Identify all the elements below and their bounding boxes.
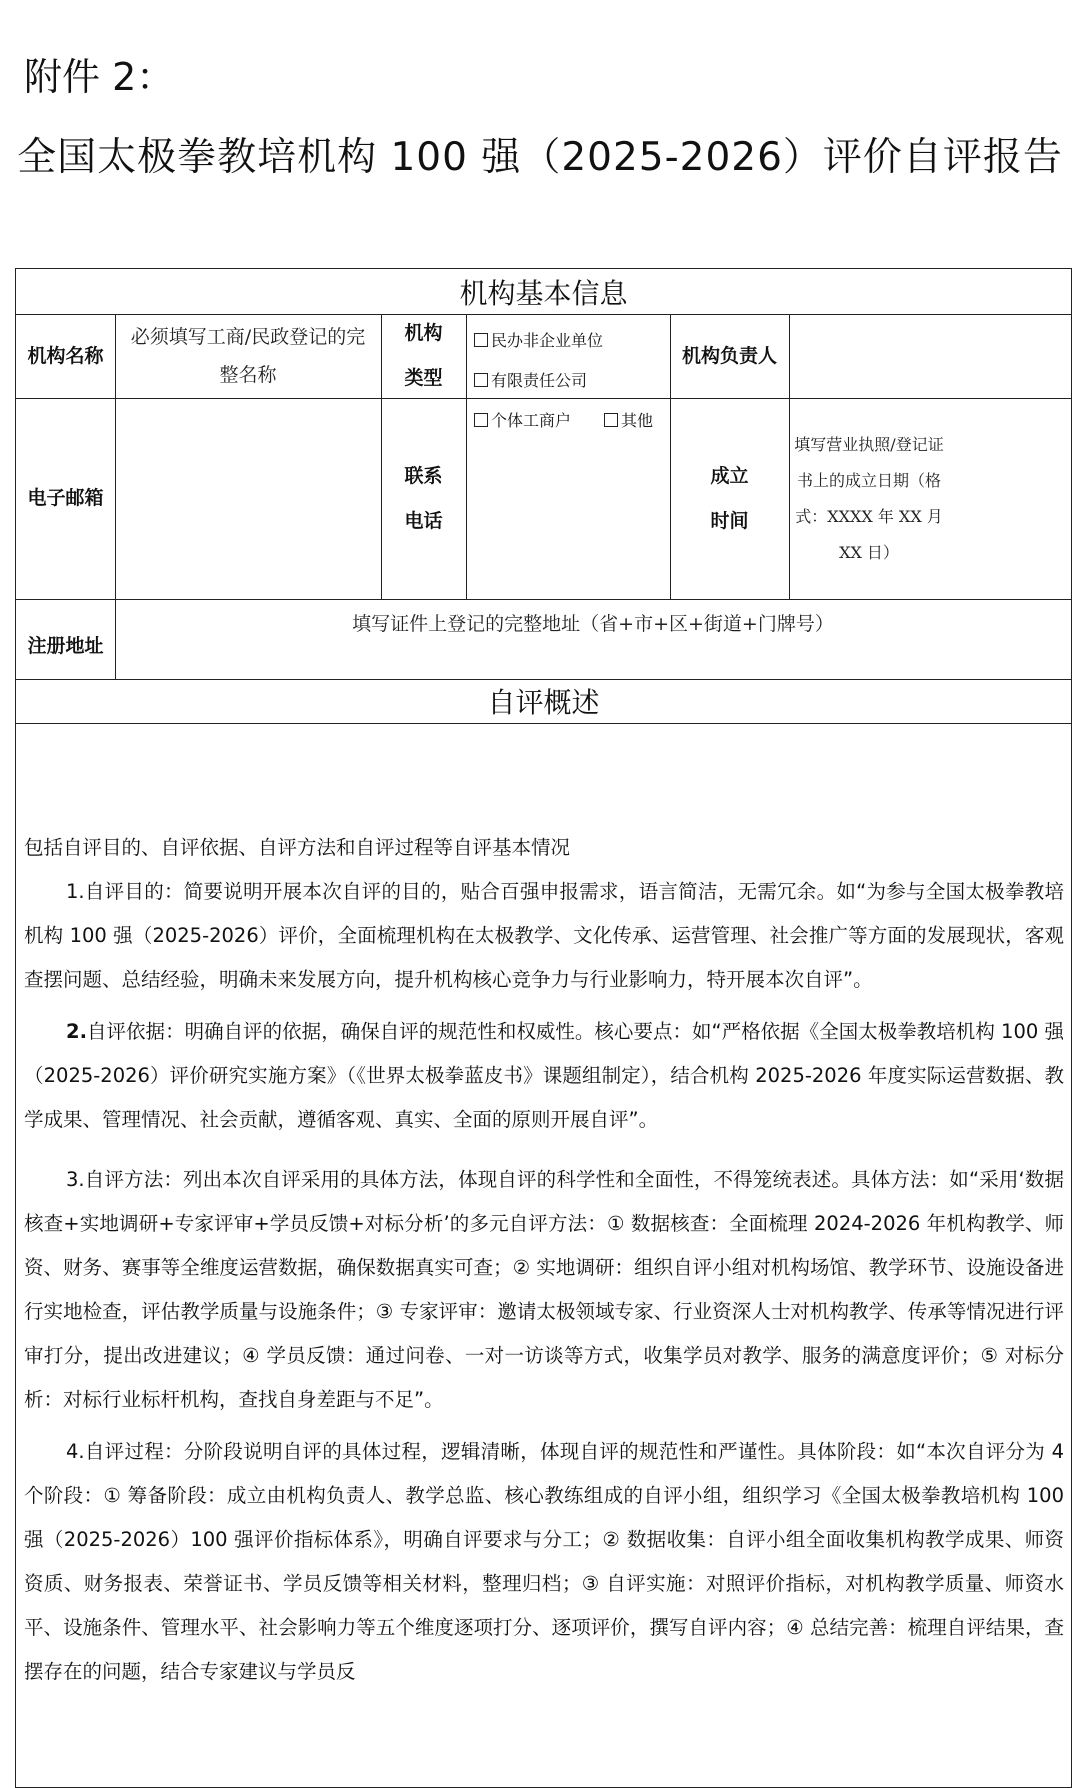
overview-purpose: 1.自评目的：简要说明开展本次自评的目的，贴合百强申报需求，语言简洁，无需冗余。如“为参与全国太极拳教培机构 100 强（2025-2026）评价，全面梳理机构在太极教学、文化传承、运营管理、社会推广等方面的发展现状，客观查摆问题、总结经验，明确未来发展方向，提升机构核心竞争力与行业影响力，特开展本次自评”。: [24, 880, 1064, 991]
email-label: 电子邮箱: [27, 487, 104, 509]
phone-label: 联系电话: [404, 464, 443, 532]
option-private-nonenterprise[interactable]: 民办非企业单位: [474, 328, 603, 351]
org-type-label: 机构类型: [404, 322, 443, 389]
overview-methods: 3.自评方法：列出本次自评采用的具体方法，体现自评的科学性和全面性，不得笼统表述。具体方法：如“采用‘数据核查+实地调研+专家评审+学员反馈+对标分析’的多元自评方法：① 数据核查：全面梳理 2024-2026 年机构教学、师资、财务、赛事等全维度运营数据，确保数据真实可查；② 实地调研：组织自评小组对机构场馆、教学环节、设施设备进行实地检查，评估教学质量与设施条件；③ 专家评审：邀请太极领域专家、行业资深人士对机构教学、传承等情况进行评审打分，提出改进建议；④ 学员反馈：通过问卷、一对一访谈等方式，收集学员对教学、服务的满意度评价；⑤ 对标分析：对标行业标杆机构，查找自身差距与不足”。: [24, 1168, 1064, 1411]
overview-body: [24, 826, 1064, 1694]
org-head-label: 机构负责人: [681, 344, 777, 367]
email-field[interactable]: [115, 398, 381, 599]
phone-field[interactable]: [466, 398, 670, 599]
option-other[interactable]: 其他: [604, 408, 653, 431]
overview-intro: 包括自评目的、自评依据、自评方法和自评过程等自评基本情况: [24, 836, 571, 859]
overview-heading: 自评概述: [487, 686, 600, 719]
org-head-field[interactable]: [789, 314, 1071, 398]
option-llc[interactable]: 有限责任公司: [474, 368, 587, 391]
founded-label: 成立时间: [710, 464, 749, 532]
overview-basis: [24, 1010, 1064, 1142]
checkbox-icon: [474, 333, 488, 347]
address-field[interactable]: 填写证件上登记的完整地址（省+市+区+街道+门牌号）: [352, 613, 834, 635]
checkbox-icon: [474, 373, 488, 387]
founded-field[interactable]: 填写营业执照/登记证书上的成立日期（格式：XXXX 年 XX 月 XX 日）: [794, 434, 944, 562]
org-name-field[interactable]: 必须填写工商/民政登记的完整名称: [130, 326, 366, 386]
org-name-label: 机构名称: [27, 344, 104, 367]
overview-process: 4.自评过程：分阶段说明自评的具体过程，逻辑清晰，体现自评的规范性和严谨性。具体阶段：如“本次自评分为 4 个阶段：① 筹备阶段：成立由机构负责人、教学总监、核心教练组成的自评小组，组织学习《全国太极拳教培机构 100 强（2025-2026）100 强评价指标体系》，明确自评要求与分工；② 数据收集：自评小组全面收集机构教学成果、师资资质、财务报表、荣誉证书、学员反馈等相关材料，整理归档；③ 自评实施：对照评价指标，对机构教学质量、师资水平、设施条件、管理水平、社会影响力等五个维度逐项打分、逐项评价，撰写自评内容；④ 总结完善：梳理自评结果，查摆存在的问题，结合专家建议与学员反: [24, 1440, 1064, 1683]
option-individual[interactable]: 个体工商户: [474, 408, 571, 431]
attachment-label: 附件 2：: [24, 55, 175, 99]
org-type-options: [466, 314, 670, 430]
basic-info-heading: 机构基本信息: [459, 276, 628, 310]
basis-text: 自评依据：明确自评的依据，确保自评的规范性和权威性。核心要点：如“严格依据《全国太极拳教培机构 100 强（2025-2026）评价研究实施方案》（《世界太极拳蓝皮书》课题组制定），结合机构 2025-2026 年度实际运营数据、教学成果、管理情况、社会贡献，遵循客观、真实、全面的原则开展自评”。: [24, 1020, 1064, 1131]
report-title: 全国太极拳教培机构 100 强（2025-2026）评价自评报告: [17, 135, 1063, 180]
basis-number: 2.: [66, 1020, 87, 1043]
address-label: 注册地址: [27, 634, 104, 657]
